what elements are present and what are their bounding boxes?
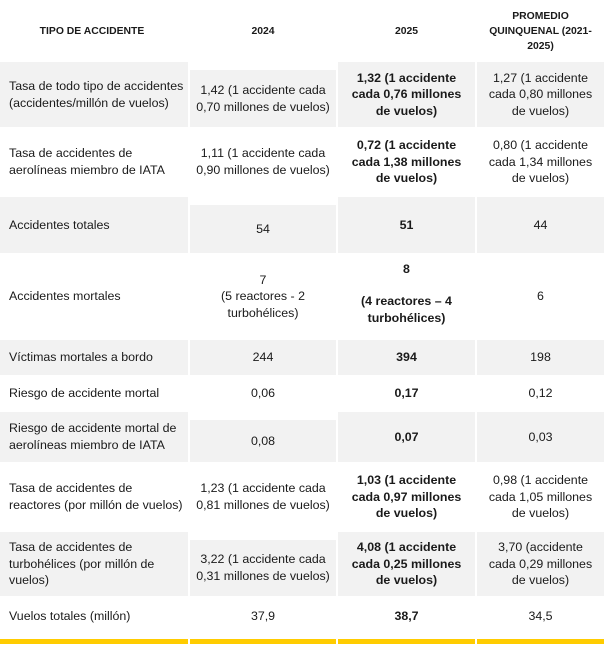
cell-2024-stack xyxy=(196,272,330,322)
cell-average: 6 xyxy=(537,289,544,304)
table-row xyxy=(0,127,606,197)
cell-average: 0,98 (1 accidente cada 1,05 millones de vuelos) xyxy=(488,473,593,521)
cell-2025: 0,17 xyxy=(394,386,419,401)
table-bottom-accent-bar xyxy=(0,639,606,644)
cell-2025: 0,07 xyxy=(338,412,475,462)
row-label: Accidentes mortales xyxy=(9,289,121,304)
cell-2025: 4,08 (1 accidente cada 0,25 millones de vuelos) xyxy=(338,532,475,596)
accent-bar-segment xyxy=(0,639,188,644)
accent-bar-segment xyxy=(477,639,604,644)
row-label: Tasa de accidentes de aerolíneas miembro de IATA xyxy=(9,146,165,177)
header-accident-type: TIPO DE ACCIDENTE xyxy=(39,25,145,37)
cell-2025 xyxy=(338,253,475,340)
cell-2024: 37,9 xyxy=(250,608,276,623)
table-row xyxy=(0,197,606,253)
cell-average: 0,12 xyxy=(528,386,553,401)
accent-bar-segment xyxy=(190,639,336,644)
row-label: Vuelos totales (millón) xyxy=(9,608,131,623)
row-label: Tasa de todo tipo de accidentes (accidentes/millón de vuelos) xyxy=(0,62,188,127)
cell-2024: 1,11 (1 accidente cada 0,90 millones de vuelos) xyxy=(196,146,330,177)
table-row xyxy=(0,532,606,596)
cell-2024: 1,42 (1 accidente cada 0,70 millones de vuelos) xyxy=(190,70,336,127)
row-label: Tasa de accidentes de reactores (por millón de vuelos) xyxy=(9,481,183,512)
row-label: Riesgo de accidente mortal de aerolíneas miembro de IATA xyxy=(0,412,188,462)
cell-2025: 1,03 (1 accidente cada 0,97 millones de vuelos) xyxy=(351,473,462,521)
cell-average: 0,03 xyxy=(477,412,604,462)
cell-2025: 0,72 (1 accidente cada 1,38 millones de vuelos) xyxy=(351,138,462,186)
header-2025: 2025 xyxy=(394,25,419,37)
table-row xyxy=(0,253,606,340)
row-label: Accidentes totales xyxy=(0,197,188,253)
cell-average: 198 xyxy=(477,340,604,375)
cell-2024: 1,23 (1 accidente cada 0,81 millones de vuelos) xyxy=(196,481,330,512)
cell-2025-detail: (4 reactores – 4 turbohélices) xyxy=(361,294,452,325)
row-label: Tasa de accidentes de turbohélices (por millón de vuelos) xyxy=(0,532,188,596)
cell-2025: 38,7 xyxy=(394,608,419,623)
table-row xyxy=(0,340,606,375)
table-row xyxy=(0,462,606,532)
cell-2024: 0,06 xyxy=(250,386,276,401)
cell-2025: 51 xyxy=(338,197,475,253)
cell-2024: 0,08 xyxy=(190,420,336,462)
cell-2024 xyxy=(190,253,336,340)
cell-2024: 3,22 (1 accidente cada 0,31 millones de vuelos) xyxy=(190,540,336,596)
cell-2025: 1,32 (1 accidente cada 0,76 millones de vuelos) xyxy=(338,62,475,127)
cell-average: 0,80 (1 accidente cada 1,34 millones de vuelos) xyxy=(488,138,593,186)
header-five-year-average: PROMEDIO QUINQUENAL (2021-2025) xyxy=(489,10,592,52)
header-2024: 2024 xyxy=(251,25,275,37)
cell-average: 3,70 (accidente cada 0,29 millones de vuelos) xyxy=(477,532,604,596)
table-header-row xyxy=(0,0,606,62)
table-row xyxy=(0,375,606,412)
cell-2024-main: 7 xyxy=(259,272,267,287)
cell-average: 34,5 xyxy=(528,608,553,623)
cell-2025: 394 xyxy=(338,340,475,375)
cell-2025-stack xyxy=(344,261,469,327)
cell-2024: 54 xyxy=(190,205,336,253)
table-row xyxy=(0,596,606,636)
row-label: Víctimas mortales a bordo xyxy=(0,340,188,375)
cell-2024: 244 xyxy=(190,340,336,375)
accent-bar-segment xyxy=(338,639,475,644)
cell-average: 44 xyxy=(477,197,604,253)
table-row xyxy=(0,412,606,462)
cell-2024-detail: (5 reactores - 2 turbohélices) xyxy=(220,289,305,320)
cell-2025-main: 8 xyxy=(403,261,410,276)
row-label: Riesgo de accidente mortal xyxy=(9,386,160,401)
cell-average: 1,27 (1 accidente cada 0,80 millones de vuelos) xyxy=(477,62,604,127)
table-row xyxy=(0,62,606,127)
